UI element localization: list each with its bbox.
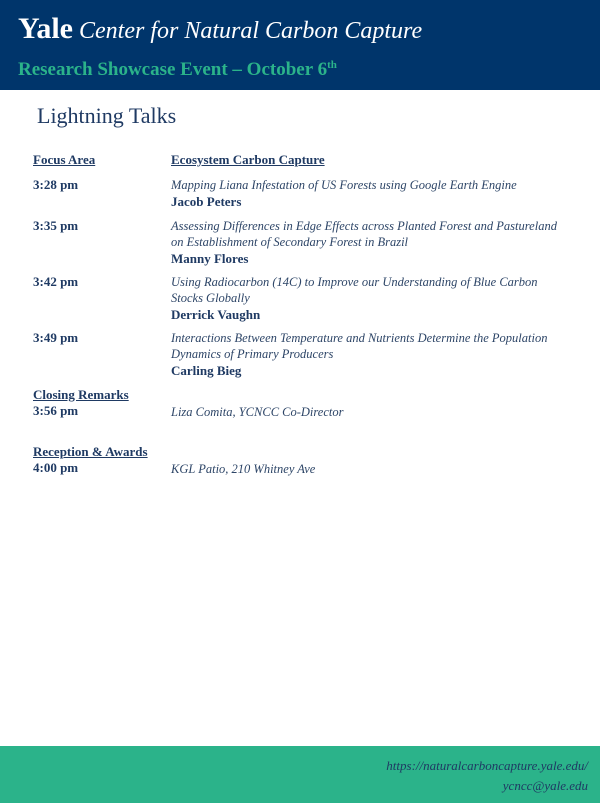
- talk-speaker: Carling Bieg: [171, 363, 242, 378]
- reception-detail: KGL Patio, 210 Whitney Ave: [171, 462, 316, 476]
- footer-url[interactable]: https://naturalcarboncapture.yale.edu/: [386, 758, 588, 773]
- section-title: Lightning Talks: [37, 103, 177, 128]
- closing-remarks-time: 3:56 pm: [33, 403, 79, 418]
- reception-time: 4:00 pm: [33, 460, 79, 475]
- talk-time: 3:35 pm: [33, 218, 79, 233]
- event-date-suffix: th: [327, 59, 337, 71]
- center-name: Center for Natural Carbon Capture: [79, 18, 423, 44]
- footer-email[interactable]: ycncc@yale.edu: [502, 778, 588, 793]
- closing-remarks-label: Closing Remarks: [33, 387, 129, 402]
- footer-band: [0, 746, 600, 803]
- yale-wordmark: Yale: [18, 12, 73, 45]
- talk-speaker: Manny Flores: [171, 251, 249, 266]
- talk-title: Interactions Between Temperature and Nutrients Determine the Population Dynamics of Primary Producers: [171, 331, 548, 361]
- event-title: [18, 59, 337, 81]
- talk-time: 3:49 pm: [33, 330, 79, 345]
- header-banner: [0, 0, 600, 90]
- talk-time: 3:28 pm: [33, 177, 79, 192]
- talk-title: Assessing Differences in Edge Effects across Planted Forest and Pastureland on Establishment of Secondary Forest in Brazil: [171, 219, 557, 249]
- focus-area-label: Focus Area: [33, 152, 96, 167]
- talk-time: 3:42 pm: [33, 274, 79, 289]
- talk-title: Mapping Liana Infestation of US Forests using Google Earth Engine: [171, 178, 517, 192]
- reception-label: Reception & Awards: [33, 444, 148, 459]
- event-text: Research Showcase Event – October 6: [18, 59, 328, 80]
- talk-speaker: Jacob Peters: [171, 194, 242, 209]
- talk-speaker: Derrick Vaughn: [171, 307, 261, 322]
- talk-title: Using Radiocarbon (14C) to Improve our Understanding of Blue Carbon Stocks Globally: [171, 275, 538, 305]
- focus-area-value: Ecosystem Carbon Capture: [171, 152, 325, 167]
- header-title: [18, 12, 422, 46]
- closing-remarks-detail: Liza Comita, YCNCC Co-Director: [171, 405, 344, 419]
